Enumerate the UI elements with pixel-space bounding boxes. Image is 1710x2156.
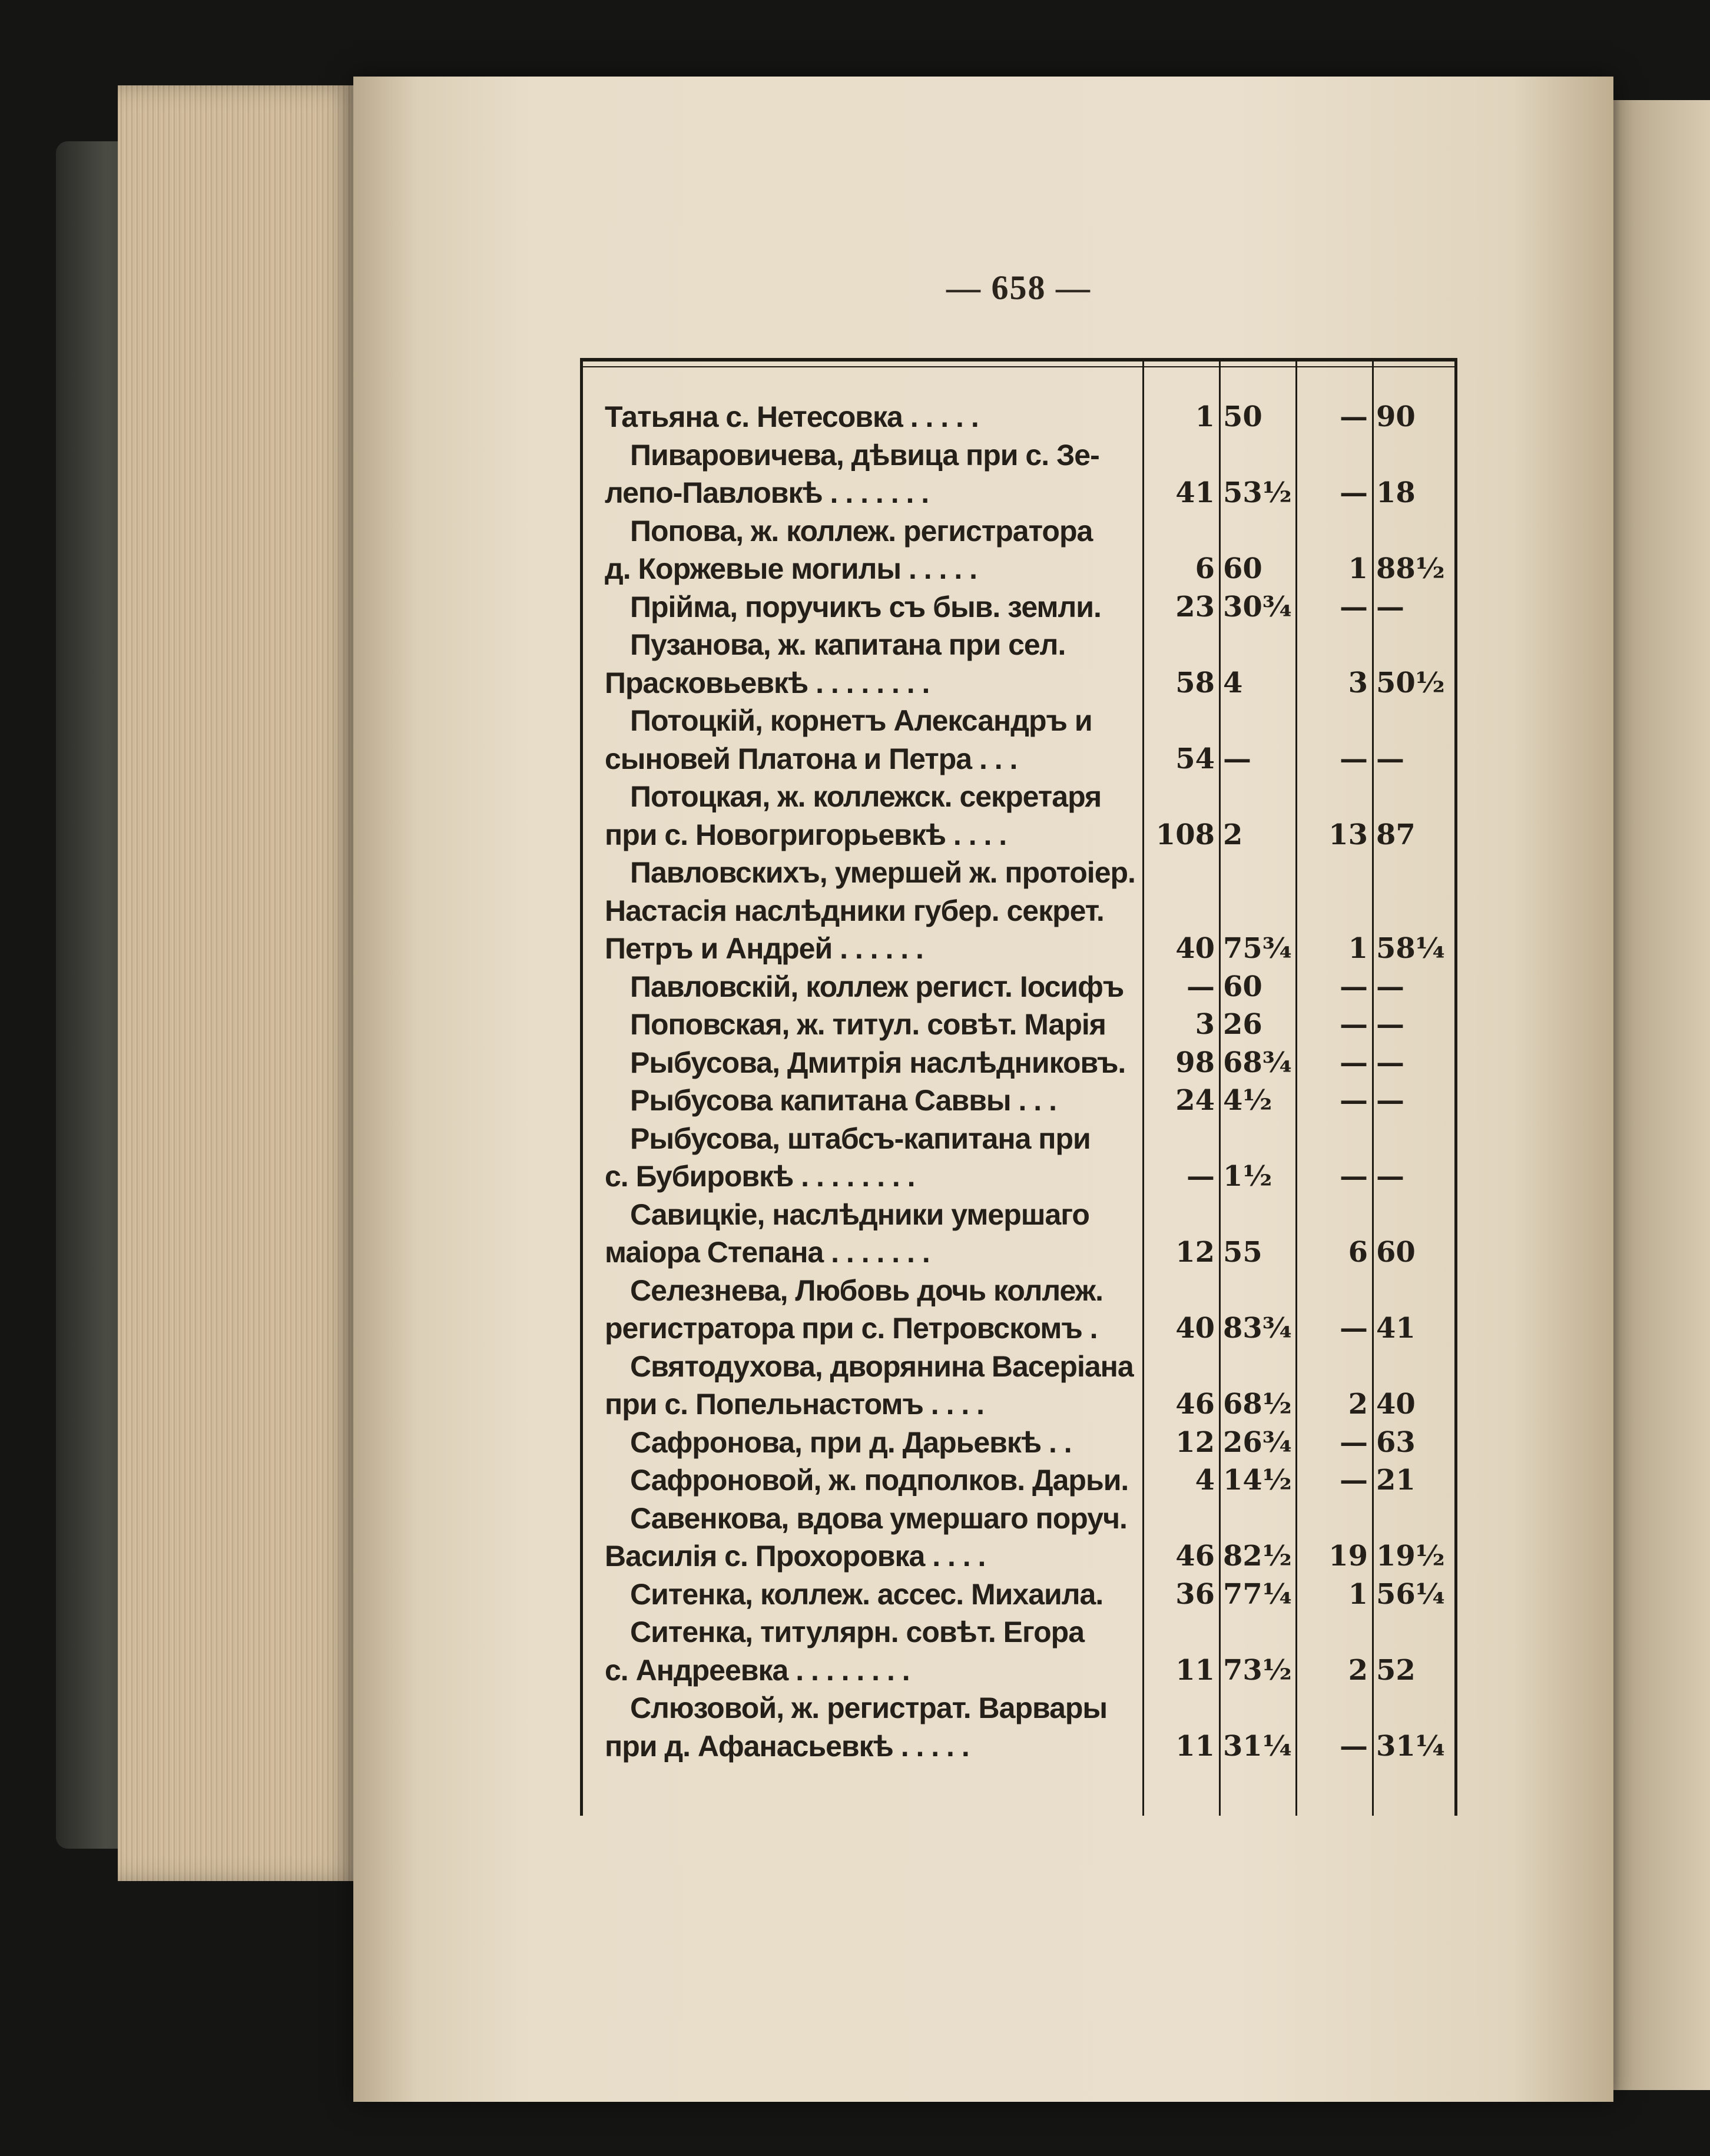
row-value-col-1: 58 [1175, 666, 1215, 699]
row-description: Сафронова, при д. Дарьевкѣ . . [630, 1425, 1072, 1459]
row-value-col-2: 60 [1223, 970, 1262, 1003]
table-row [580, 1044, 1457, 1082]
row-description: при с. Попельнастомъ . . . . [605, 1388, 985, 1421]
table-row [580, 474, 1457, 512]
row-value-col-2: 50 [1223, 400, 1262, 433]
row-value-col-1: — [1187, 1160, 1215, 1193]
row-description: Савицкіе, наслѣдники умершаго [630, 1198, 1089, 1231]
row-value-col-4: — [1376, 1046, 1404, 1079]
row-description: Прійма, поручикъ съ быв. земли. [630, 590, 1101, 623]
table-row [580, 1348, 1457, 1386]
row-value-col-3: 2 [1348, 1388, 1368, 1421]
row-value-col-2: 83¾ [1223, 1312, 1292, 1345]
row-description: Рыбусова, штабсъ-капитана при [630, 1122, 1091, 1155]
row-value-col-2: 30¾ [1223, 590, 1292, 623]
row-value-col-3: — [1340, 742, 1368, 775]
row-value-col-4: 52 [1376, 1653, 1416, 1687]
table-row [580, 854, 1457, 892]
table-row [580, 664, 1457, 702]
row-value-col-2: 55 [1223, 1236, 1262, 1269]
table-row [580, 1727, 1457, 1766]
row-value-col-1: 23 [1175, 590, 1215, 623]
row-description: Павловскій, коллеж регист. Іосифъ [630, 970, 1124, 1003]
row-value-col-3: 1 [1348, 552, 1368, 585]
row-value-col-4: 31¼ [1376, 1729, 1445, 1763]
row-value-col-3: — [1340, 1084, 1368, 1117]
row-value-col-1: 6 [1195, 552, 1215, 585]
row-value-col-3: — [1340, 1046, 1368, 1079]
table-row [580, 968, 1457, 1006]
row-description: маіора Степана . . . . . . . [605, 1236, 930, 1269]
row-description: Прасковьевкѣ . . . . . . . . [605, 666, 930, 699]
table-row [580, 398, 1457, 436]
row-value-col-4: — [1376, 590, 1404, 623]
row-description: Потоцкій, корнетъ Александръ и [630, 704, 1092, 737]
table-row [580, 1006, 1457, 1044]
row-value-col-4: 88½ [1376, 552, 1445, 585]
row-value-col-1: 11 [1175, 1653, 1215, 1687]
row-description: Рыбусова капитана Саввы . . . [630, 1084, 1056, 1117]
table-rows [580, 398, 1457, 1765]
row-value-col-4: 19½ [1376, 1540, 1445, 1573]
row-description: Пузанова, ж. капитана при сел. [630, 628, 1066, 661]
row-value-col-3: 1 [1348, 1577, 1368, 1611]
row-value-col-3: — [1340, 590, 1368, 623]
row-value-col-3: — [1340, 1008, 1368, 1041]
row-value-col-3: 1 [1348, 932, 1368, 965]
row-value-col-4: — [1376, 970, 1404, 1003]
row-description: Сафроновой, ж. подполков. Дарьи. [630, 1464, 1129, 1497]
row-value-col-4: 18 [1376, 476, 1416, 509]
row-description: Ситенка, титулярн. совѣт. Егора [630, 1616, 1085, 1648]
table-row [580, 1461, 1457, 1500]
table-row [580, 1233, 1457, 1272]
row-value-col-3: — [1340, 970, 1368, 1003]
page-number: — 658 — [946, 268, 1091, 307]
row-description: Рыбусова, Дмитрія наслѣдниковъ. [630, 1046, 1126, 1079]
row-value-col-2: — [1223, 742, 1251, 775]
row-value-col-1: 4 [1195, 1464, 1215, 1497]
table-row [580, 1309, 1457, 1348]
table-row [580, 550, 1457, 588]
row-description: сыновей Платона и Петра . . . [605, 742, 1018, 775]
table-row [580, 778, 1457, 816]
row-value-col-3: — [1340, 1729, 1368, 1763]
row-description: Потоцкая, ж. коллежск. секретаря [630, 780, 1102, 813]
row-description: с. Андреевка . . . . . . . . [605, 1653, 910, 1687]
row-value-col-2: 82½ [1223, 1540, 1292, 1573]
row-description: Попова, ж. коллеж. регистратора [630, 514, 1093, 548]
row-value-col-4: — [1376, 1008, 1404, 1041]
row-value-col-1: 46 [1175, 1540, 1215, 1573]
row-value-col-2: 26 [1223, 1008, 1262, 1041]
table-row [580, 1385, 1457, 1424]
row-value-col-1: 11 [1175, 1729, 1215, 1763]
row-value-col-4: 87 [1376, 818, 1416, 851]
row-value-col-4: 40 [1376, 1388, 1416, 1421]
row-value-col-1: 40 [1175, 1312, 1215, 1345]
table-row [580, 1196, 1457, 1234]
table-row [580, 626, 1457, 664]
table-row [580, 1272, 1457, 1310]
row-value-col-4: 58¼ [1376, 932, 1445, 965]
row-description: Селезнева, Любовь дочь коллеж. [630, 1273, 1103, 1307]
row-value-col-3: 19 [1328, 1540, 1368, 1573]
row-value-col-3: — [1340, 1425, 1368, 1459]
row-value-col-1: 54 [1175, 742, 1215, 775]
table-row [580, 1082, 1457, 1120]
row-value-col-3: — [1340, 1160, 1368, 1193]
row-value-col-4: — [1376, 742, 1404, 775]
row-value-col-2: 26¾ [1223, 1425, 1292, 1459]
row-value-col-1: 12 [1175, 1425, 1215, 1459]
table-row [580, 512, 1457, 550]
row-description: Савенкова, вдова умершаго поруч. [630, 1501, 1127, 1535]
row-value-col-2: 31¼ [1223, 1729, 1292, 1763]
row-value-col-2: 68¾ [1223, 1046, 1292, 1079]
row-description: с. Бубировкѣ . . . . . . . . [605, 1160, 915, 1193]
row-value-col-3: — [1340, 476, 1368, 509]
table-row [580, 1651, 1457, 1690]
row-value-col-4: 41 [1376, 1312, 1416, 1345]
table-row [580, 436, 1457, 475]
row-value-col-3: 3 [1348, 666, 1368, 699]
row-value-col-3: — [1340, 1312, 1368, 1345]
table-row [580, 1500, 1457, 1538]
page-edges [118, 85, 365, 1881]
table-row [580, 1157, 1457, 1196]
table-row [580, 740, 1457, 778]
row-value-col-1: 1 [1195, 400, 1215, 433]
row-description: Петръ и Андрей . . . . . . [605, 932, 923, 965]
row-value-col-4: 90 [1376, 400, 1416, 433]
row-description: Татьяна с. Нетесовка . . . . . [605, 400, 979, 433]
row-value-col-3: 6 [1348, 1236, 1368, 1269]
row-value-col-4: 50½ [1376, 666, 1445, 699]
row-value-col-1: 41 [1175, 476, 1215, 509]
table-row [580, 1424, 1457, 1462]
row-value-col-1: 3 [1195, 1008, 1215, 1041]
table-row [580, 1120, 1457, 1158]
row-value-col-1: 108 [1155, 818, 1215, 851]
table-row [580, 892, 1457, 930]
row-description: при с. Новогригорьевкѣ . . . . [605, 818, 1007, 851]
land-register-table [580, 358, 1457, 1816]
row-description: при д. Афанасьевкѣ . . . . . [605, 1729, 969, 1763]
row-value-col-3: 13 [1328, 818, 1368, 851]
row-description: Святодухова, дворянина Васеріана [630, 1349, 1134, 1383]
row-value-col-2: 77¼ [1223, 1577, 1292, 1611]
row-value-col-2: 73½ [1223, 1653, 1292, 1687]
row-description: Пиваровичева, дѣвица при с. Зе- [630, 438, 1099, 472]
table-row [580, 816, 1457, 854]
row-description: Слюзовой, ж. регистрат. Варвары [630, 1691, 1108, 1724]
table-row [580, 930, 1457, 968]
row-value-col-4: 56¼ [1376, 1577, 1445, 1611]
row-value-col-1: 24 [1175, 1084, 1215, 1117]
row-value-col-2: 68½ [1223, 1388, 1292, 1421]
row-description: регистратора при с. Петровскомъ . [605, 1312, 1098, 1345]
row-value-col-3: 2 [1348, 1653, 1368, 1687]
row-value-col-2: 2 [1223, 818, 1243, 851]
table-row [580, 1613, 1457, 1651]
row-value-col-2: 53½ [1223, 476, 1292, 509]
table-row [580, 1689, 1457, 1727]
row-value-col-1: 12 [1175, 1236, 1215, 1269]
row-value-col-1: 98 [1175, 1046, 1215, 1079]
row-value-col-3: — [1340, 400, 1368, 433]
row-description: Ситенка, коллеж. ассес. Михаила. [630, 1577, 1103, 1611]
row-value-col-2: 14½ [1223, 1464, 1292, 1497]
row-description: Настасія наслѣдники губер. секрет. [605, 894, 1104, 927]
table-row [580, 1537, 1457, 1575]
row-value-col-1: 40 [1175, 932, 1215, 965]
row-value-col-2: 4½ [1223, 1084, 1272, 1117]
row-value-col-2: 1½ [1223, 1160, 1272, 1193]
row-description: д. Коржевые могилы . . . . . [605, 552, 977, 585]
row-description: Василія с. Прохоровка . . . . [605, 1540, 986, 1573]
row-value-col-1: 36 [1175, 1577, 1215, 1611]
row-value-col-4: — [1376, 1084, 1404, 1117]
row-description: лепо-Павловкѣ . . . . . . . [605, 476, 929, 509]
row-value-col-2: 4 [1223, 666, 1243, 699]
row-value-col-4: — [1376, 1160, 1404, 1193]
row-description: Поповская, ж. титул. совѣт. Марія [630, 1008, 1106, 1041]
row-value-col-4: 21 [1376, 1464, 1416, 1497]
table-row [580, 702, 1457, 740]
row-value-col-4: 60 [1376, 1236, 1416, 1269]
row-value-col-3: — [1340, 1464, 1368, 1497]
table-row [580, 588, 1457, 626]
table-row [580, 1575, 1457, 1614]
row-value-col-1: 46 [1175, 1388, 1215, 1421]
row-value-col-2: 75¾ [1223, 932, 1292, 965]
row-value-col-2: 60 [1223, 552, 1262, 585]
row-value-col-4: 63 [1376, 1425, 1416, 1459]
row-value-col-1: — [1187, 970, 1215, 1003]
row-description: Павловскихъ, умершей ж. протоіер. [630, 856, 1135, 889]
